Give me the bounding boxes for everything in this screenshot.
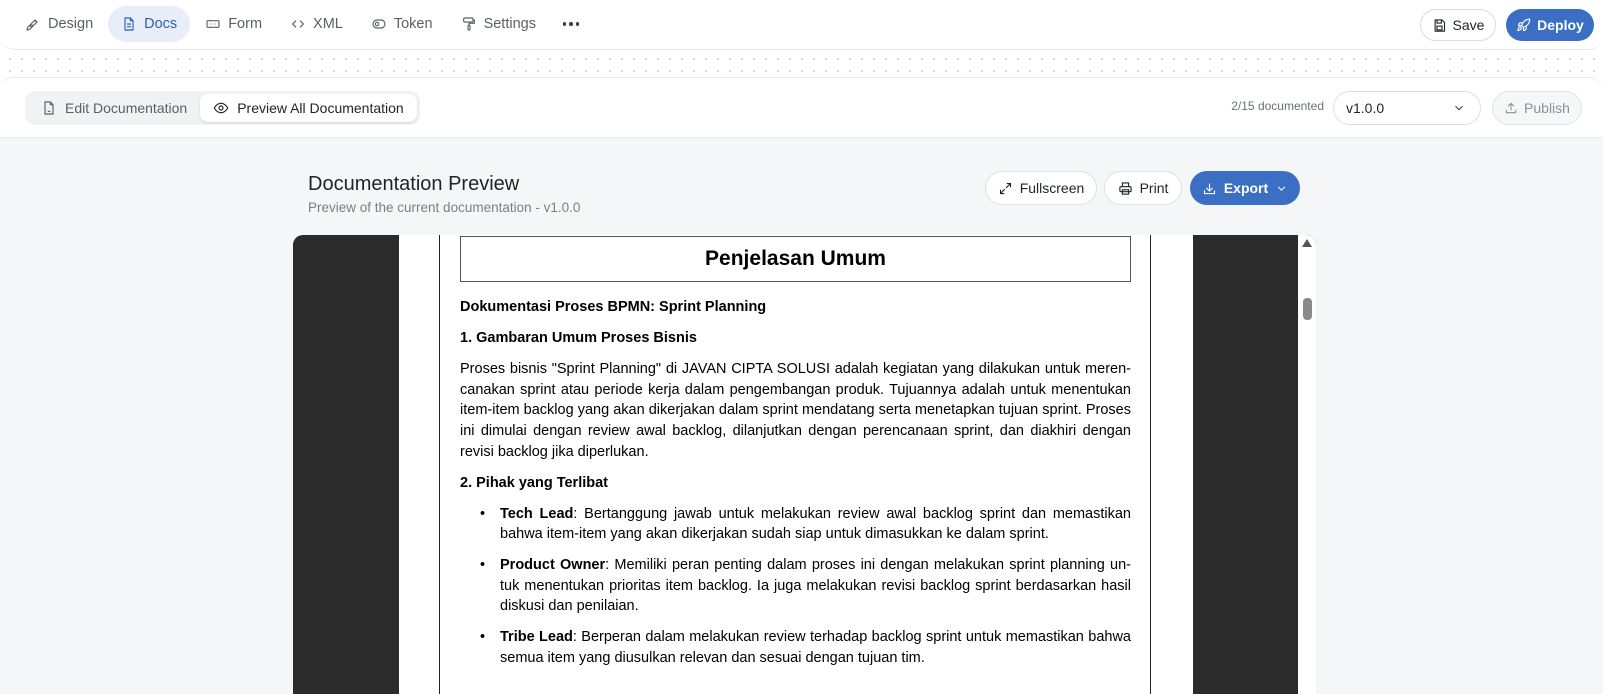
role-name: Product Owner (500, 556, 606, 573)
role-description: : Berperan dalam melakukan review terhadap backlog sprint untuk memastikan bahwa semua item yang diusulkan relevan dan sesuai dengan tujuan tim. (500, 629, 1131, 666)
publish-label: Publish (1524, 100, 1570, 116)
upload-icon (1504, 101, 1518, 115)
editor-tabs (12, 6, 591, 42)
document-title: Dokumentasi Proses BPMN: Sprint Planning (460, 299, 767, 315)
save-button[interactable] (1420, 9, 1496, 41)
page-subtitle: Preview of the current documentation - v1.0.0 (308, 200, 581, 215)
role-description: : Memiliki peran penting dalam proses ini dengan melakukan sprint planning untuk menentukan prioritas item backlog. Ia juga melakukan revisi backlog sprint berdasarkan hasil diskusi dan penilaian. (500, 556, 1131, 615)
deploy-label: Deploy (1537, 17, 1584, 33)
tab-settings[interactable] (448, 6, 549, 42)
print-label: Print (1139, 180, 1169, 196)
documented-count: 2/15 documented (1231, 99, 1324, 113)
document-heading: Penjelasan Umum (460, 236, 1131, 282)
print-button[interactable] (1104, 171, 1182, 205)
tab-token[interactable] (358, 6, 446, 42)
fullscreen-button[interactable] (985, 171, 1097, 205)
section-heading: 1. Gambaran Umum Proses Bisnis (460, 330, 697, 346)
download-icon (1202, 181, 1217, 196)
role-description: : Bertanggung jawab untuk melakukan review awal backlog sprint dan memastikan bahwa item-item yang akan dikerjakan sudah siap untuk dimasukkan ke dalam sprint. (500, 505, 1131, 543)
printer-icon (1118, 181, 1133, 196)
preview-area (0, 138, 1603, 694)
save-icon (1432, 18, 1447, 33)
chevron-down-icon (1452, 101, 1466, 115)
scrollbar-thumb[interactable] (1303, 298, 1312, 320)
section-paragraph: Proses bisnis "Sprint Planning" di JAVAN CIPTA SOLUSI adalah kegiatan yang dilakukan untuk merencanakan sprint atau periode kerja dalam pengembangan produk. Tujuannya adalah untuk menentukan item-item backlog yang akan dikerjakan dalam sprint mendatang serta menetapkan tujuan sprint. Proses ini dimulai dengan review awal backlog, dilanjutkan dengan perencanaan sprint, dan diakhiri dengan revisi backlog jika diperlukan. (460, 361, 1131, 460)
tab-form[interactable] (192, 6, 275, 42)
maximize-icon (998, 181, 1013, 196)
document-viewer[interactable] (293, 235, 1316, 694)
more-horizontal-icon (563, 22, 580, 26)
role-name: Tribe Lead (500, 629, 573, 646)
publish-button[interactable] (1492, 91, 1582, 125)
mode-switch (25, 91, 420, 125)
tab-docs-label: Docs (144, 16, 178, 32)
preview-all-documentation-label: Preview All Documentation (237, 100, 404, 116)
list-item (500, 504, 1131, 545)
file-icon (41, 100, 57, 116)
preview-all-documentation-tab[interactable] (200, 94, 417, 122)
section-heading: 2. Pihak yang Terlibat (460, 474, 609, 491)
roles-list (460, 504, 1131, 669)
pen-tool-icon (25, 16, 41, 32)
export-button[interactable] (1190, 171, 1300, 205)
list-item (500, 555, 1131, 617)
tab-xml[interactable] (277, 6, 356, 42)
list-item (500, 627, 1131, 668)
top-navigation-bar (0, 0, 1603, 50)
code-icon (290, 16, 306, 32)
document-page (399, 235, 1193, 694)
version-select[interactable] (1333, 91, 1481, 125)
page-title: Documentation Preview (308, 173, 520, 195)
tab-settings-label: Settings (483, 16, 536, 32)
save-label: Save (1452, 17, 1485, 33)
tab-token-label: Token (393, 16, 433, 32)
form-icon (205, 16, 221, 32)
edit-documentation-label: Edit Documentation (65, 100, 188, 116)
role-name: Tech Lead (500, 505, 574, 522)
tab-design-label: Design (48, 16, 94, 32)
rocket-icon (1516, 18, 1531, 33)
tab-xml-label: XML (313, 16, 343, 32)
dotted-background (0, 50, 1603, 78)
export-label: Export (1223, 180, 1269, 196)
paint-roller-icon (461, 16, 477, 32)
token-icon (371, 16, 387, 32)
tab-form-label: Form (228, 16, 263, 32)
document-icon (121, 16, 137, 32)
documentation-toolbar (0, 77, 1603, 138)
tab-docs[interactable] (108, 6, 190, 42)
more-options-button[interactable] (551, 6, 592, 42)
scroll-up-arrow-icon[interactable] (1302, 239, 1312, 247)
vertical-scrollbar[interactable] (1298, 235, 1316, 694)
eye-icon (213, 100, 229, 116)
version-value: v1.0.0 (1346, 100, 1385, 116)
document-body (460, 297, 1131, 678)
edit-documentation-tab[interactable] (28, 94, 200, 122)
deploy-button[interactable] (1506, 9, 1594, 41)
chevron-down-icon (1275, 182, 1288, 195)
tab-design[interactable] (12, 6, 106, 42)
fullscreen-label: Fullscreen (1019, 180, 1085, 196)
